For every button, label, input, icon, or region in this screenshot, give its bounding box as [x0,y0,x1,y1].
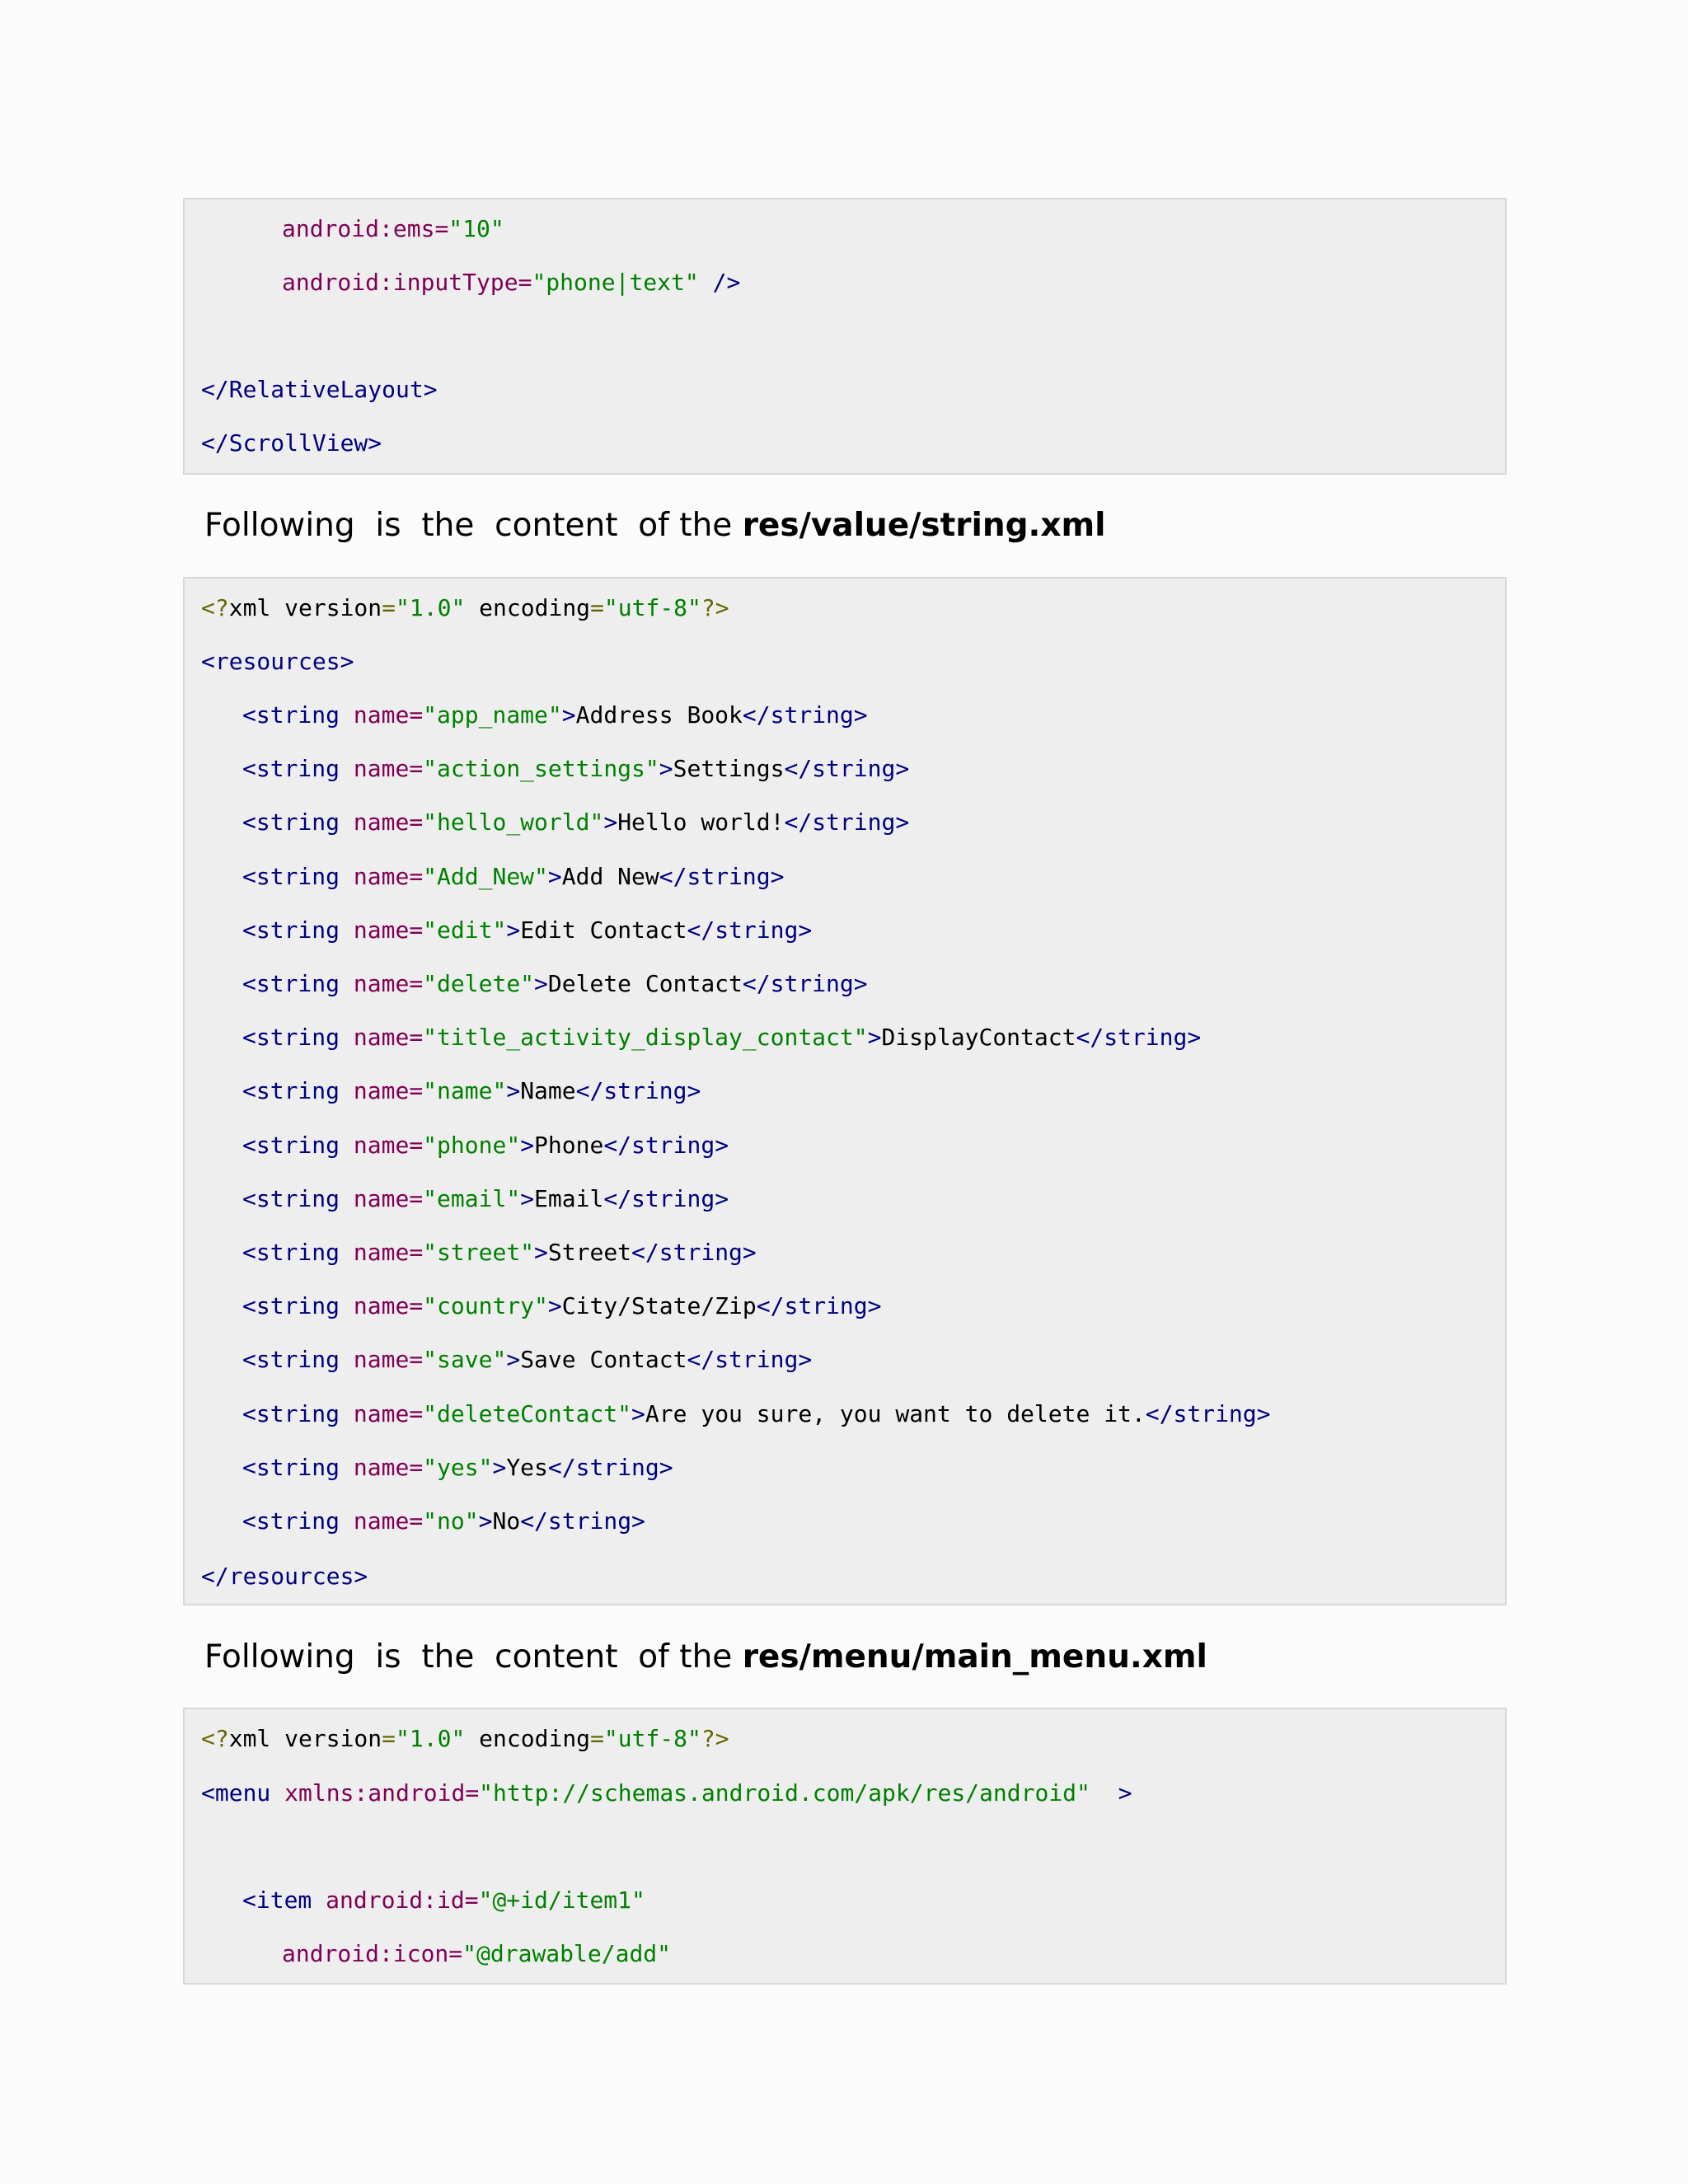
code-line-string-entry: <string name="deleteContact">Are you sure, you want to delete it.</string> [242,1399,1271,1427]
code-line-string-entry: <string name="country">City/State/Zip</string> [242,1292,882,1320]
code-line-string-entry: <string name="yes">Yes</string> [242,1453,673,1481]
code-line-string-entry: <string name="email">Email</string> [242,1184,729,1212]
code-line-string-entry: <string name="title_activity_display_contact">DisplayContact</string> [242,1024,1202,1052]
code-line-relativelayout-close: </RelativeLayout> [201,376,438,403]
code-line-inputtype: android:inputType="phone|text" /> [282,269,741,296]
code-line-string-entry: <string name="phone">Phone</string> [242,1131,729,1159]
code-line-string-entry: <string name="street">Street</string> [242,1239,757,1266]
code-line-item-open: <item android:id="@+id/item1" [242,1886,645,1914]
code-line-string-entry: <string name="app_name">Address Book</string> [242,701,868,729]
code-line-string-entry: <string name="edit">Edit Contact</string> [242,916,813,944]
code-line-resources-close: </resources> [201,1563,368,1590]
code-line-scrollview-close: </ScrollView> [201,429,382,457]
code-line-string-entry: <string name="hello_world">Hello world!</string> [242,808,910,837]
code-line-string-entry: <string name="no">No</string> [242,1507,645,1535]
code-line-xml-declaration: <?xml version="1.0" encoding="utf-8"?> [201,1725,729,1752]
code-line-string-entry: <string name="Add_New">Add New</string> [242,862,785,890]
code-line-string-entry: <string name="delete">Delete Contact</string> [242,970,868,997]
caption-string-xml: Following is the content of the res/value/string.xml [204,507,1106,544]
code-line-resources-open: <resources> [201,648,354,675]
code-block-main-menu-xml [183,1708,1507,1985]
code-line-menu-open: <menu xmlns:android="http://schemas.android.com/apk/res/android" > [201,1779,1132,1807]
code-line-string-entry: <string name="action_settings">Settings</string> [242,755,910,783]
code-line-string-entry: <string name="save">Save Contact</string> [242,1346,813,1374]
code-line-xml-declaration: <?xml version="1.0" encoding="utf-8"?> [201,594,729,621]
code-block-strings-xml [183,577,1507,1605]
code-line-item-icon: android:icon="@drawable/add" [282,1940,672,1967]
code-block-layout-end [183,198,1507,475]
code-line-ems: android:ems="10" [282,215,504,242]
code-line-string-entry: <string name="name">Name</string> [242,1077,701,1105]
caption-main-menu-xml: Following is the content of the res/menu/main_menu.xml [204,1638,1207,1675]
